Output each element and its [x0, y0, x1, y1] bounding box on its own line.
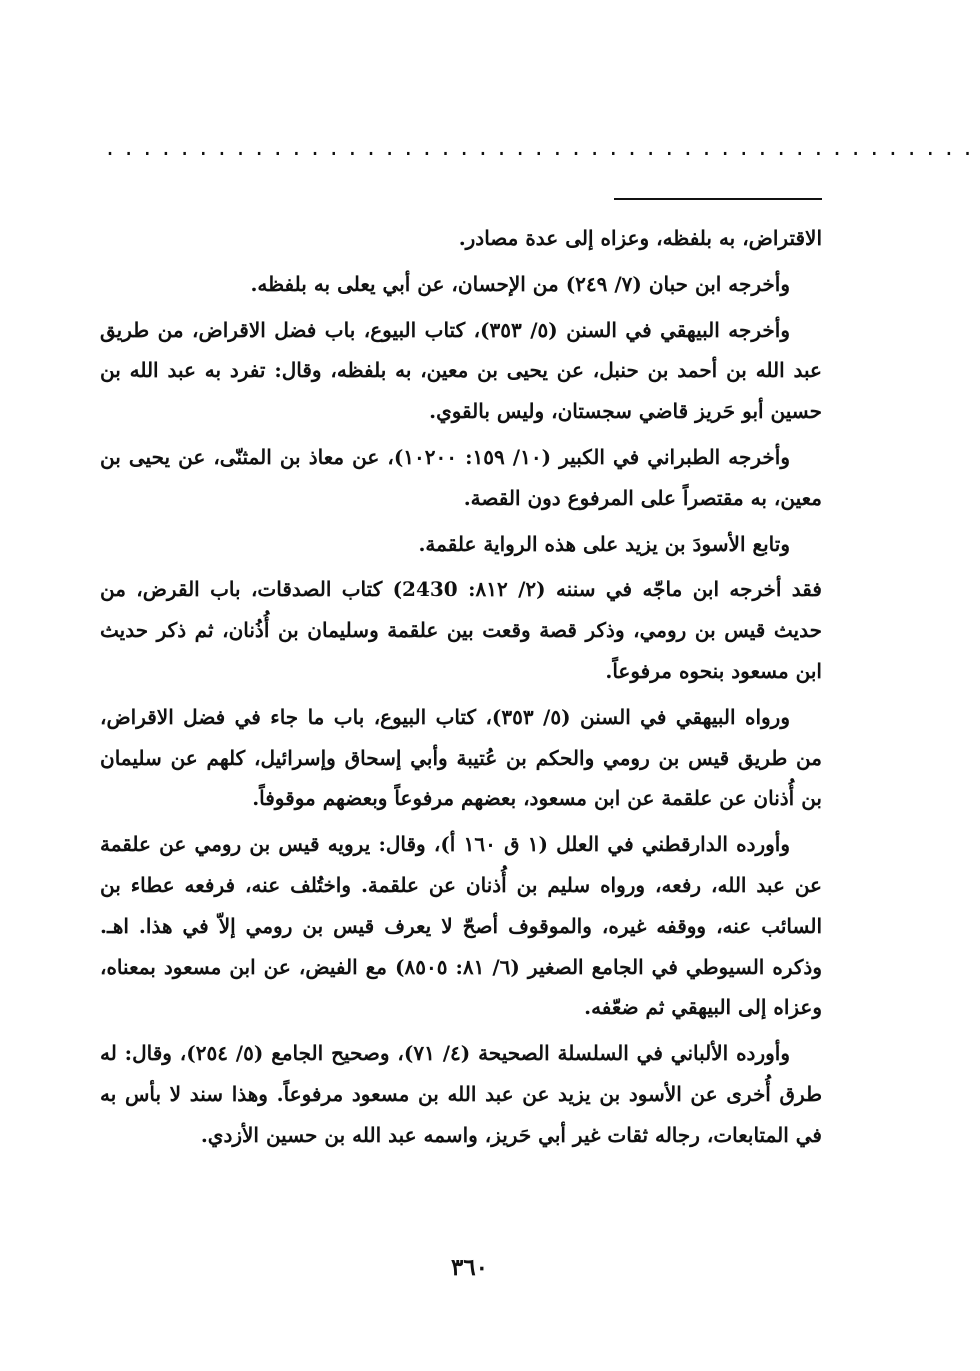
footnote-body	[100, 218, 822, 1161]
paragraph-ibn-majah: فقد أخرجه ابن ماجّه في سننه (٢/ ٨١٢: 2430) كتاب الصدقات، باب القرض، من حديث قيس بن رومي، وذكر قصة وقعت بين علقمة وسليمان بن أُذُنان، ثم ذكر حديث ابن مسعود بنحوه مرفوعاً.	[100, 577, 822, 683]
footnote-rule	[614, 198, 822, 200]
paragraph-daraqutni: وأورده الدارقطني في العلل (١ ق ١٦٠ أ)، وقال: يرويه قيس بن رومي عن علقمة عن عبد الله، رفعه، ورواه سليم بن أُذنان عن علقمة. واختُلف عنه، فرفعه عطاء بن السائب عنه، ووقفه غيره، والموقوف أصحّ لا يعرف قيس بن رومي إلاّ في هذا. اهـ. وذكره السيوطي في الجامع الصغير (٦/ ٨١: ٨٥٠٥) مع الفيض، عن ابن مسعود بمعناه، وعزاه إلى البيهقي ثم ضعّفه.	[100, 832, 822, 1020]
paragraph-bayhaqi-2: ورواه البيهقي في السنن (٥/ ٣٥٣)، كتاب البيوع، باب ما جاء في فضل الاقراض، من طريق قيس بن رومي والحكم بن عُتيبة وأبي إسحاق وإسرائيل، كلهم عن سليمان بن أُذنان عن علقمة عن ابن مسعود، بعضهم مرفوعاً وبعضهم موقوفاً.	[100, 704, 822, 811]
paragraph-tabarani: وأخرجه الطبراني في الكبير (١٠/ ١٥٩: ١٠٢٠٠)، عن معاذ بن المثنّى، عن يحيى بن معين، به مقتصراً على المرفوع دون القصة.	[100, 444, 822, 510]
paragraph-mutabaah: وتابع الأسودَ بن يزيد على هذه الرواية علقمة.	[418, 531, 790, 556]
paragraph-albani: وأورده الألباني في السلسلة الصحيحة (٤/ ٧١)، وصحيح الجامع (٥/ ٢٥٤)، وقال: له طرق أُخرى عن الأسود بن يزيد عن عبد الله بن مسعود مرفوعاً. وهذا سند لا بأس به في المتابعات، رجاله ثقات غير أبي حَريز، واسمه عبد الله بن حسين الأزدي.	[100, 1041, 822, 1147]
page-number: ٣٦٠	[450, 1254, 489, 1281]
paragraph-bayhaqi-1: وأخرجه البيهقي في السنن (٥/ ٣٥٣)، كتاب البيوع، باب فضل الاقراض، من طريق عبد الله بن أحمد بن حنبل، عن يحيى بن معين، به بلفظه، وقال: تفرد به عبد الله بن حسين أبو حَريز قاضي سجستان، وليس بالقوي.	[100, 317, 822, 424]
paragraph-continuation: الاقتراض، به بلفظه، وعزاه إلى عدة مصادر.	[458, 226, 822, 250]
dot-leader-separator: ...............................................	[104, 136, 980, 160]
paragraph-ibn-hibban: وأخرجه ابن حبان (٧/ ٢٤٩) من الإحسان، عن أبي يعلى به بلفظه.	[250, 271, 790, 296]
